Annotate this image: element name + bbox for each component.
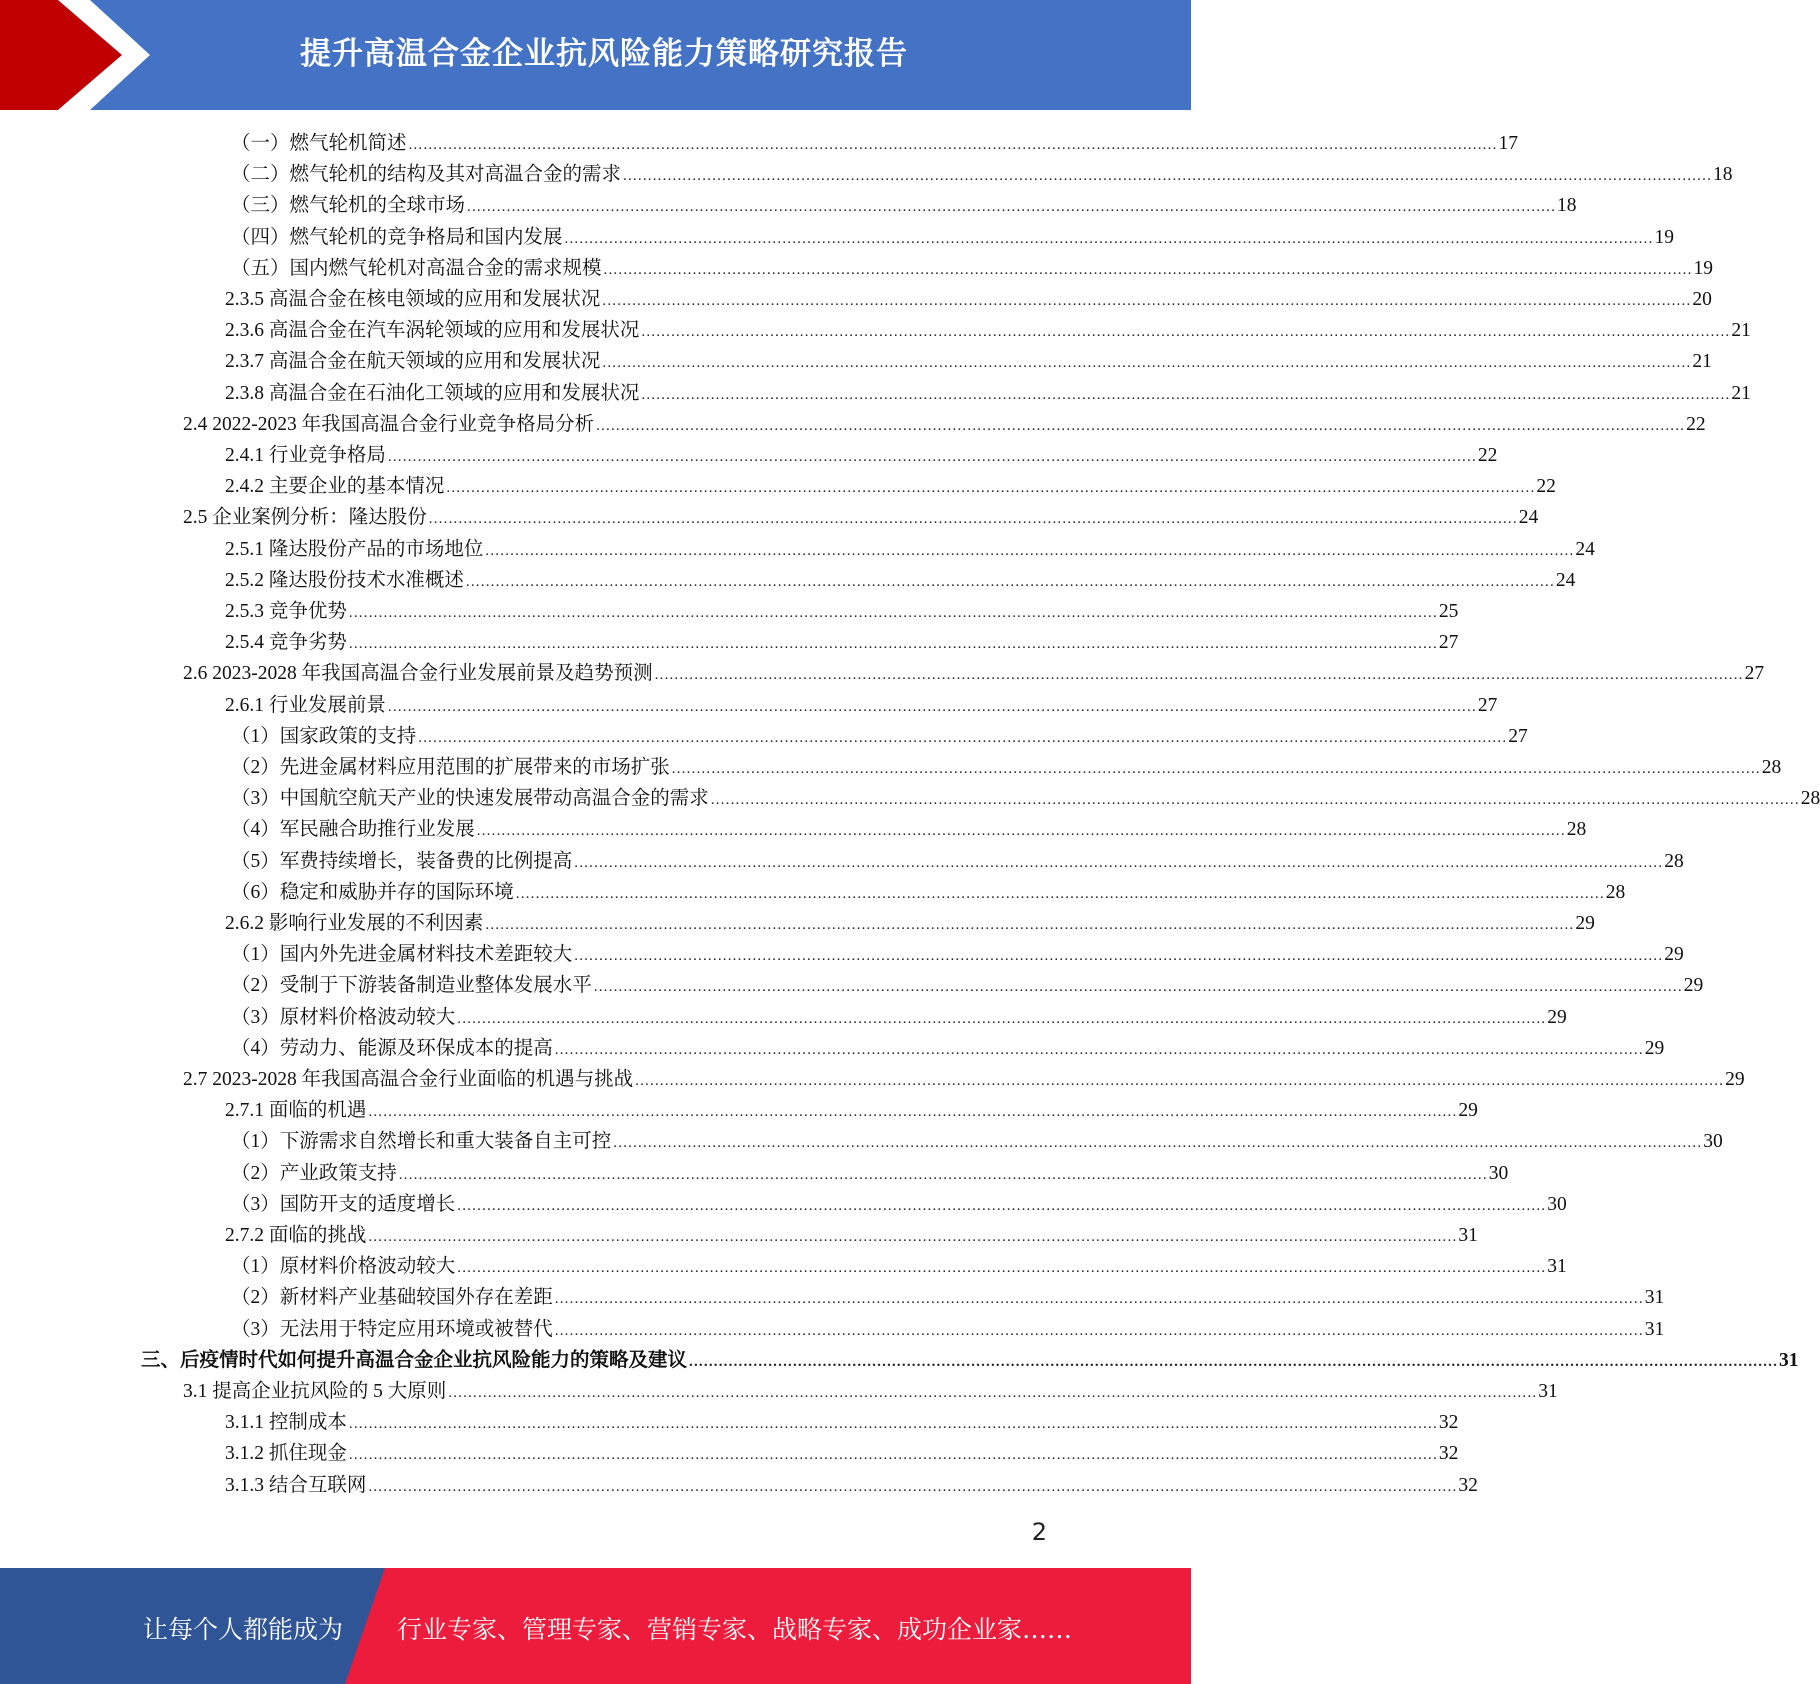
toc-entry[interactable]: [183, 502, 1539, 533]
toc-entry-page: 18: [1713, 164, 1733, 186]
toc-entry-page: 31: [1644, 1287, 1665, 1309]
toc-entry-page: 28: [1664, 850, 1684, 872]
toc-entry-label: 2.3.8 高温合金在石油化工领域的应用和发展状况: [225, 382, 640, 404]
toc-entry-label: （1）原材料价格波动较大: [231, 1256, 456, 1278]
toc-entry-label: 2.3.6 高温合金在汽车涡轮领域的应用和发展状况: [225, 320, 640, 342]
toc-leader-dots: ............................................................................................................................................................................................................................: [554, 1291, 1644, 1308]
toc-entry-label: （二）燃气轮机的结构及其对高温合金的需求: [231, 164, 622, 186]
toc-entry[interactable]: [183, 658, 1765, 689]
toc-entry[interactable]: [225, 471, 1556, 502]
toc-leader-dots: ............................................................................................................................................................................................................................: [418, 729, 1508, 746]
toc-entry-label: 2.6.2 影响行业发展的不利因素: [225, 913, 484, 934]
toc-leader-dots: ............................................................................................................................................................................................................................: [446, 480, 1536, 497]
toc-entry-label: （一）燃气轮机简述: [231, 133, 407, 154]
toc-entry-page: 29: [1683, 975, 1704, 997]
toc-leader-dots: ............................................................................................................................................................................................................................: [485, 917, 1575, 933]
toc-entry-label: 2.5.3 竞争优势: [225, 601, 347, 622]
footer-slogan-left: 让每个人都能成为: [143, 1615, 344, 1644]
toc-entry[interactable]: [225, 315, 1751, 346]
toc-entry-label: （1）国家政策的支持: [231, 725, 417, 747]
toc-leader-dots: ............................................................................................................................................................................................................................: [641, 324, 1731, 341]
toc-entry[interactable]: [231, 253, 1714, 284]
toc-entry-label: （4）劳动力、能源及环保成本的提高: [231, 1037, 553, 1059]
toc-entry[interactable]: [225, 1095, 1478, 1126]
toc-entry-page: 29: [1575, 913, 1595, 934]
toc-leader-dots: ............................................................................................................................................................................................................................: [465, 573, 1555, 590]
toc-entry[interactable]: [225, 565, 1576, 596]
toc-leader-dots: ............................................................................................................................................................................................................................: [476, 823, 1566, 840]
toc-entry-page: 29: [1458, 1100, 1478, 1122]
toc-leader-dots: ............................................................................................................................................................................................................................: [602, 355, 1692, 372]
toc-entry-label: 2.4 2022-2023 年我国高温合金行业竞争格局分析: [183, 413, 595, 435]
toc-entry-page: 20: [1692, 289, 1712, 310]
toc-entry-label: （3）无法用于特定应用环境或被替代: [231, 1318, 553, 1340]
toc-entry-page: 28: [1800, 788, 1820, 810]
toc-entry[interactable]: [231, 1033, 1665, 1064]
toc-entry-label: 2.5.4 竞争劣势: [225, 632, 347, 654]
toc-leader-dots: ............................................................................................................................................................................................................................: [515, 885, 1605, 902]
toc-entry-page: 31: [1779, 1349, 1799, 1371]
toc-entry-page: 31: [1644, 1318, 1665, 1340]
toc-leader-dots: ............................................................................................................................................................................................................................: [671, 761, 1761, 777]
toc-entry-label: （2）受制于下游装备制造业整体发展水平: [231, 975, 592, 997]
toc-leader-dots: ............................................................................................................................................................................................................................: [348, 1416, 1438, 1433]
toc-entry[interactable]: [183, 1064, 1745, 1095]
toc-entry-label: （1）下游需求自然增长和重大装备自主可控: [231, 1131, 612, 1153]
toc-leader-dots: ............................................................................................................................................................................................................................: [654, 667, 1744, 684]
toc-entry[interactable]: [231, 783, 1820, 814]
toc-leader-dots: ............................................................................................................................................................................................................................: [348, 1447, 1438, 1464]
toc-entry-page: 19: [1693, 257, 1714, 279]
toc-entry-label: （3）原材料价格波动较大: [231, 1006, 456, 1028]
toc-entry[interactable]: [225, 1438, 1459, 1469]
toc-entry-label: 2.6.1 行业发展前景: [225, 694, 386, 716]
toc-entry-label: 2.4.2 主要企业的基本情况: [225, 476, 445, 498]
toc-leader-dots: ............................................................................................................................................................................................................................: [596, 417, 1686, 434]
toc-entry-page: 29: [1644, 1037, 1665, 1059]
toc-entry-page: 27: [1438, 632, 1459, 654]
toc-entry-label: （4）军民融合助推行业发展: [231, 819, 475, 841]
toc-entry-page: 30: [1488, 1162, 1509, 1184]
toc-entry[interactable]: [225, 627, 1459, 658]
toc-leader-dots: ............................................................................................................................................................................................................................: [368, 1104, 1458, 1121]
toc-entry-page: 32: [1438, 1412, 1459, 1434]
toc-entry-page: 31: [1547, 1256, 1567, 1278]
toc-entry-page: 28: [1605, 881, 1626, 903]
toc-entry-page: 31: [1458, 1225, 1478, 1246]
toc-entry-label: 2.4.1 行业竞争格局: [225, 445, 386, 466]
toc-entry-label: （2）新材料产业基础较国外存在差距: [231, 1287, 553, 1309]
toc-entry[interactable]: [231, 190, 1577, 221]
toc-entry[interactable]: [231, 877, 1626, 908]
toc-leader-dots: ............................................................................................................................................................................................................................: [485, 542, 1575, 559]
toc-leader-dots: ............................................................................................................................................................................................................................: [613, 1135, 1703, 1152]
toc-entry-page: 21: [1731, 382, 1751, 404]
toc-leader-dots: ............................................................................................................................................................................................................................: [398, 1166, 1488, 1183]
toc-entry-page: 24: [1575, 538, 1595, 560]
toc-leader-dots: ............................................................................................................................................................................................................................: [574, 854, 1664, 871]
toc-entry-label: 2.5.2 隆达股份技术水准概述: [225, 569, 464, 591]
toc-entry[interactable]: [231, 1126, 1723, 1157]
toc-entry-label: 3.1 提高企业抗风险的 5 大原则: [183, 1381, 447, 1402]
toc-leader-dots: ............................................................................................................................................................................................................................: [641, 386, 1731, 403]
toc-entry-page: 19: [1654, 226, 1675, 248]
toc-leader-dots: ............................................................................................................................................................................................................................: [554, 1041, 1644, 1058]
toc-leader-dots: ............................................................................................................................................................................................................................: [408, 137, 1498, 153]
toc-entry-page: 30: [1703, 1131, 1723, 1153]
toc-entry-page: 24: [1518, 507, 1539, 529]
toc-entry-page: 31: [1538, 1381, 1558, 1402]
toc-entry-page: 27: [1508, 725, 1528, 747]
toc-entry-label: 2.7 2023-2028 年我国高温合金行业面临的机遇与挑战: [183, 1069, 634, 1090]
toc-entry-page: 18: [1557, 195, 1577, 217]
toc-entry-page: 21: [1731, 320, 1751, 342]
toc-entry[interactable]: [183, 1376, 1558, 1407]
toc-leader-dots: ............................................................................................................................................................................................................................: [348, 605, 1438, 621]
page-header: [0, 0, 1191, 110]
toc-leader-dots: ............................................................................................................................................................................................................................: [554, 1322, 1644, 1339]
toc-entry-label: （1）国内外先进金属材料技术差距较大: [231, 944, 573, 966]
toc-entry[interactable]: [225, 690, 1498, 721]
toc-leader-dots: ............................................................................................................................................................................................................................: [457, 1260, 1547, 1277]
toc-entry[interactable]: [183, 409, 1706, 440]
toc-entry-page: 28: [1566, 819, 1587, 841]
toc-entry[interactable]: [231, 814, 1587, 845]
toc-entry[interactable]: [231, 222, 1675, 253]
toc-entry-page: 22: [1536, 476, 1556, 498]
toc-entry-page: 21: [1692, 351, 1712, 373]
toc-entry[interactable]: [231, 128, 1519, 159]
toc-entry-label: （三）燃气轮机的全球市场: [231, 195, 466, 217]
footer-slogan-right: 行业专家、管理专家、营销专家、战略专家、成功企业家……: [397, 1615, 1073, 1644]
toc-leader-dots: ............................................................................................................................................................................................................................: [457, 1010, 1547, 1027]
toc-entry-label: 3.1.1 控制成本: [225, 1412, 347, 1434]
toc-entry[interactable]: [231, 1251, 1567, 1282]
toc-entry-label: 2.7.1 面临的机遇: [225, 1100, 367, 1122]
toc-entry[interactable]: [225, 908, 1595, 939]
toc-entry-page: 25: [1438, 601, 1459, 622]
toc-entry-page: 32: [1458, 1474, 1478, 1496]
toc-entry-label: 2.5.1 隆达股份产品的市场地位: [225, 538, 484, 560]
toc-entry-label: （2）先进金属材料应用范围的扩展带来的市场扩张: [231, 757, 670, 778]
toc-entry[interactable]: [231, 1282, 1665, 1313]
toc-entry-label: （五）国内燃气轮机对高温合金的需求规模: [231, 257, 602, 279]
toc-entry-label: 2.7.2 面临的挑战: [225, 1225, 367, 1246]
toc-entry-label: 2.3.7 高温合金在航天领域的应用和发展状况: [225, 351, 601, 373]
toc-entry-label: （3）中国航空航天产业的快速发展带动高温合金的需求: [231, 788, 709, 810]
toc-entry[interactable]: [231, 939, 1684, 970]
toc-entry-page: 29: [1547, 1006, 1567, 1028]
toc-entry[interactable]: [231, 970, 1704, 1001]
page-number: 2: [1031, 1518, 1047, 1546]
toc-entry[interactable]: [225, 284, 1712, 315]
toc-entry[interactable]: [225, 1407, 1459, 1438]
toc-leader-dots: ............................................................................................................................................................................................................................: [457, 1197, 1547, 1214]
toc-entry[interactable]: [225, 378, 1751, 409]
toc-entry-label: （四）燃气轮机的竞争格局和国内发展: [231, 226, 563, 248]
toc-entry-page: 22: [1686, 413, 1706, 435]
toc-leader-dots: ............................................................................................................................................................................................................................: [710, 792, 1800, 809]
toc-entry-label: 2.5 企业案例分析：隆达股份: [183, 507, 427, 529]
toc-entry-label: 2.3.5 高温合金在核电领域的应用和发展状况: [225, 289, 601, 310]
toc-entry-label: 3.1.3 结合互联网: [225, 1474, 367, 1496]
toc-leader-dots: ............................................................................................................................................................................................................................: [623, 168, 1713, 185]
header-title: 提升高温合金企业抗风险能力策略研究报告: [300, 36, 908, 72]
toc-leader-dots: ............................................................................................................................................................................................................................: [689, 1353, 1779, 1370]
toc-entry-page: 27: [1744, 663, 1765, 685]
toc-entry[interactable]: [231, 721, 1528, 752]
toc-entry[interactable]: [231, 1002, 1567, 1033]
toc-leader-dots: ............................................................................................................................................................................................................................: [635, 1073, 1725, 1089]
toc-entry-page: 22: [1477, 445, 1498, 466]
toc-entry[interactable]: [231, 159, 1733, 190]
toc-entry[interactable]: [225, 596, 1459, 627]
toc-entry-label: 3.1.2 抓住现金: [225, 1443, 347, 1465]
toc-entry-page: 24: [1555, 569, 1576, 591]
toc-leader-dots: ............................................................................................................................................................................................................................: [467, 199, 1557, 216]
toc-entry-page: 29: [1664, 944, 1684, 966]
toc-entry-page: 17: [1498, 133, 1519, 154]
toc-entry[interactable]: [225, 534, 1595, 565]
page-footer: [0, 1568, 1191, 1684]
toc-leader-dots: ............................................................................................................................................................................................................................: [448, 1385, 1538, 1401]
toc-entry-label: （6）稳定和威胁并存的国际环境: [231, 881, 514, 903]
toc-leader-dots: ............................................................................................................................................................................................................................: [387, 449, 1477, 465]
toc-entry[interactable]: [231, 1158, 1509, 1189]
toc-leader-dots: ............................................................................................................................................................................................................................: [602, 293, 1692, 309]
toc-entry[interactable]: [231, 1314, 1665, 1345]
toc-entry[interactable]: [231, 846, 1684, 877]
toc-leader-dots: ............................................................................................................................................................................................................................: [428, 511, 1518, 528]
toc-entry-label: （2）产业政策支持: [231, 1162, 397, 1184]
toc-leader-dots: ............................................................................................................................................................................................................................: [368, 1229, 1458, 1245]
toc-leader-dots: ............................................................................................................................................................................................................................: [387, 698, 1477, 715]
toc-leader-dots: ............................................................................................................................................................................................................................: [574, 948, 1664, 965]
toc-leader-dots: ............................................................................................................................................................................................................................: [348, 636, 1438, 653]
toc-entry-label: （3）国防开支的适度增长: [231, 1193, 456, 1215]
toc-entry-label: （5）军费持续增长，装备费的比例提高: [231, 850, 573, 872]
toc-entry[interactable]: [225, 440, 1498, 471]
toc-entry-label: 2.6 2023-2028 年我国高温合金行业发展前景及趋势预测: [183, 663, 653, 685]
toc-entry-label: 三、后疫情时代如何提升高温合金企业抗风险能力的策略及建议: [141, 1349, 688, 1371]
toc-entry[interactable]: [225, 1220, 1478, 1251]
toc-leader-dots: ............................................................................................................................................................................................................................: [603, 261, 1693, 278]
toc-entry[interactable]: [225, 346, 1712, 377]
toc-entry-page: 29: [1725, 1069, 1745, 1090]
toc-entry-page: 27: [1477, 694, 1498, 716]
toc-entry[interactable]: [225, 1470, 1478, 1501]
toc-entry[interactable]: [141, 1345, 1799, 1376]
toc-leader-dots: ............................................................................................................................................................................................................................: [564, 230, 1654, 247]
toc-leader-dots: ............................................................................................................................................................................................................................: [368, 1478, 1458, 1495]
toc-entry-page: 30: [1547, 1193, 1567, 1215]
toc-entry-page: 32: [1438, 1443, 1459, 1465]
toc-entry[interactable]: [231, 752, 1782, 783]
toc-leader-dots: ............................................................................................................................................................................................................................: [593, 979, 1683, 996]
toc-entry-page: 28: [1761, 757, 1782, 778]
toc-entry[interactable]: [231, 1189, 1567, 1220]
